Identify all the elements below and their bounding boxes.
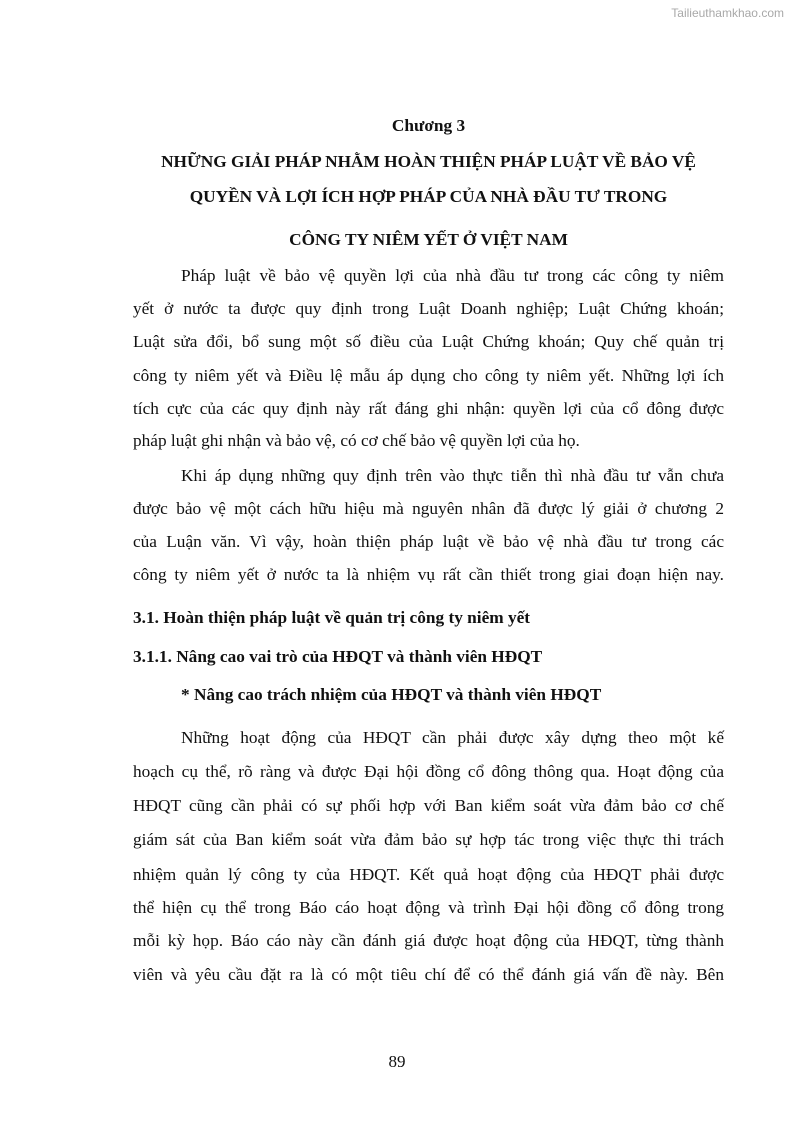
paragraph-line: hoạch cụ thể, rõ ràng và được Đại hội đồng cổ đông thông qua. Hoạt động của bbox=[133, 762, 724, 781]
paragraph-line: được bảo vệ một cách hữu hiệu mà nguyên nhân đã được lý giải ở chương 2 bbox=[133, 499, 724, 518]
paragraph-line: Luật sửa đổi, bổ sung một số điều của Luật Chứng khoán; Quy chế quản trị bbox=[133, 332, 724, 351]
paragraph-line: viên và yêu cầu đặt ra là có một tiêu chí để có thể đánh giá vấn đề này. Bên bbox=[133, 965, 724, 984]
paragraph-line: Những hoạt động của HĐQT cần phải được xây dựng theo một kế bbox=[181, 728, 724, 747]
paragraph-line: pháp luật ghi nhận và bảo vệ, có cơ chế bảo vệ quyền lợi của họ. bbox=[133, 431, 580, 450]
page-number: 89 bbox=[388, 1052, 406, 1071]
paragraph-line: của Luận văn. Vì vậy, hoàn thiện pháp luật về bảo vệ nhà đầu tư trong các bbox=[133, 532, 724, 551]
paragraph-line: tích cực của các quy định này rất đáng ghi nhận: quyền lợi của cổ đông được bbox=[133, 399, 724, 418]
section-heading-3-1-1: 3.1.1. Nâng cao vai trò của HĐQT và thành viên HĐQT bbox=[133, 647, 543, 666]
paragraph-line: Khi áp dụng những quy định trên vào thực tiễn thì nhà đầu tư vẫn chưa bbox=[181, 466, 724, 485]
paragraph-line: giám sát của Ban kiểm soát vừa đảm bảo sự hợp tác trong việc thực thi trách bbox=[133, 830, 724, 849]
paragraph-line: nhiệm quản lý công ty của HĐQT. Kết quả hoạt động của HĐQT phải được bbox=[133, 865, 724, 884]
watermark: Tailieuthamkhao.com bbox=[671, 6, 784, 20]
subheading: * Nâng cao trách nhiệm của HĐQT và thành viên HĐQT bbox=[181, 685, 602, 704]
paragraph-line: công ty niêm yết và Điều lệ mẫu áp dụng cho công ty niêm yết. Những lợi ích bbox=[133, 366, 724, 385]
chapter-title-line: QUYỀN VÀ LỢI ÍCH HỢP PHÁP CỦA NHÀ ĐẦU TƯ TRONG bbox=[189, 187, 668, 206]
chapter-label: Chương 3 bbox=[391, 116, 466, 135]
paragraph-line: yết ở nước ta được quy định trong Luật Doanh nghiệp; Luật Chứng khoán; bbox=[133, 299, 724, 318]
paragraph-line: công ty niêm yết ở nước ta là nhiệm vụ rất cần thiết trong giai đoạn hiện nay. bbox=[133, 565, 724, 584]
chapter-title-line: CÔNG TY NIÊM YẾT Ở VIỆT NAM bbox=[289, 230, 568, 249]
chapter-title-line: NHỮNG GIẢI PHÁP NHẰM HOÀN THIỆN PHÁP LUẬT VỀ BẢO VỆ bbox=[161, 152, 696, 171]
paragraph-line: Pháp luật về bảo vệ quyền lợi của nhà đầu tư trong các công ty niêm bbox=[181, 266, 724, 285]
paragraph-line: HĐQT cũng cần phải có sự phối hợp với Ban kiểm soát vừa đảm bảo cơ chế bbox=[133, 796, 724, 815]
paragraph-line: mỗi kỳ họp. Báo cáo này cần đánh giá được hoạt động của HĐQT, từng thành bbox=[133, 931, 724, 950]
section-heading-3-1: 3.1. Hoàn thiện pháp luật về quản trị công ty niêm yết bbox=[133, 608, 531, 627]
paragraph-line: thể hiện cụ thể trong Báo cáo hoạt động và trình Đại hội đồng cổ đông trong bbox=[133, 898, 724, 917]
